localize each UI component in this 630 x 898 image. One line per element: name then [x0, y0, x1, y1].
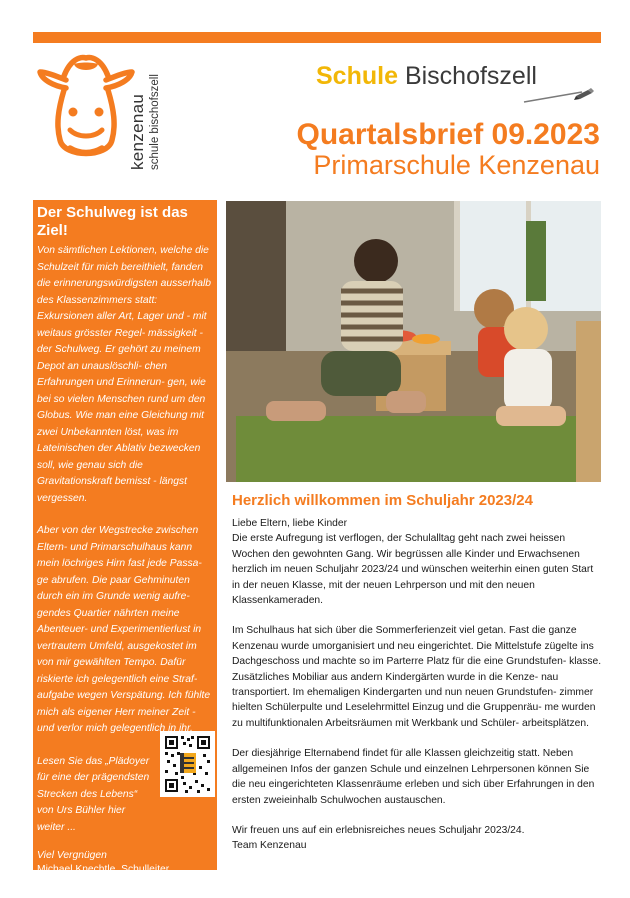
article-signoff: Team Kenzenau [232, 840, 307, 852]
brand-word-bischofszell: Bischofszell [404, 62, 537, 90]
sidebar-heading: Der Schulweg ist das Ziel! [37, 204, 188, 239]
logo-name: kenzenau [128, 93, 147, 170]
qr-code-icon[interactable] [160, 731, 215, 797]
top-accent-bar [33, 32, 601, 43]
logo-tagline: schule bischofszell [149, 74, 161, 170]
sidebar-paragraph-1: Von sämtlichen Lektionen, welche die Schulzeit für mich bereithielt, fanden die erinnerungswürdigsten ausserhalb des Klassenzimmers statt: Exkursionen aller Art, Lager und - mit weitaus grösster Regel- mässigkeit - der Schulweg. Er gehört zu meinem Depot an unauslöschli- chen Erfahrungen und Erinnerun- gen, wie bei so vielen Menschen rund um den Globus. Wie man eine Gleichung mit zwei Unbekannten löst, was im Lateinischen der Ablativ bezwecken soll, wie genau sich die Gravitationskraft bemisst - längst vergessen. [37, 245, 212, 504]
article-body [232, 516, 602, 854]
brand-word-schule: Schule [316, 62, 398, 90]
article-paragraph-3: Der diesjährige Elternabend findet für alle Klassen gleichzeitig statt. Neben allgemeinen Infos der ganzen Schule und einzelnen Lehrpersonen können Sie die neu eingerichteten Klassenräume erleben und sich über Erfahrungen in den ersten zweieinhalb Schulwochen austauschen. [232, 748, 595, 806]
sidebar-closing: Viel Vergnügen [37, 850, 107, 861]
article-paragraph-1: Die erste Aufregung ist verflogen, der Schulalltag geht nach zwei heissen Wochen den gewohnten Gang. Wir begrüssen alle Kinder und Erwachsenen herzlich im neuen Schuljahr 2023/24 und wünschen weiterhin einen guten Start in der neuen Klasse, mit der neuen Lehrperson und mit den neuen Klassenkameraden. [232, 533, 594, 607]
sidebar-column [33, 200, 217, 875]
school-brand [316, 62, 537, 91]
classroom-photo [226, 201, 601, 482]
logo-wordmark [128, 60, 174, 172]
pencil-icon [522, 88, 594, 104]
page-subtitle: Primarschule Kenzenau [313, 150, 600, 180]
article-greeting: Liebe Eltern, liebe Kinder [232, 518, 348, 529]
article-paragraph-2: Im Schulhaus hat sich über die Sommerferienzeit viel getan. Fast die ganze Kenzenau wurde umorganisiert und neu eingerichtet. Die Mittelstufe zügelte ins Dachgeschoss und machte so im Parterre Platz für die eine Grundstufen- klasse. Zusätzliches Mobiliar aus andern Kindergärten wurde in die Kenze- nau transportiert. Im ehemaligen Kindergarten und nun neuen Grundstufen- zimmer hielten Schülerpulte und Leselehrmittel Einzug und die Gruppenräu- me wurden zu multifunktionalen Arbeitsräumen mit Werkbank und Schüler- arbeitsplätzen. [232, 625, 602, 729]
cow-logo-icon [36, 50, 136, 168]
sidebar-read-more[interactable]: Lesen Sie das „Plädoyer für eine der prägendsten Strecken des Lebens“ von Urs Bühler hier weiter ... [37, 755, 150, 833]
page-title: Quartalsbrief 09.2023 [296, 118, 600, 151]
sidebar-paragraph-2: Aber von der Wegstrecke zwischen Eltern- und Primarschulhaus kann mein löchriges Hirn fast jede Passa- ge abrufen. Die paar Gehminuten durch ein im Grunde wenig aufre- gendes Quartier nährten meine Abenteuer- und Experimentierlust in vertrautem Umfeld, ausgekostet im von mir gewählten Tempo. Dafür riskierte ich gelegentlich eine Straf- aufgabe wegen Verspätung. Ich fühlte mich als eigener Herr meiner Zeit - und verlor mich gelegentlich in ihr. [37, 525, 211, 734]
article-heading: Herzlich willkommen im Schuljahr 2023/24 [232, 492, 533, 509]
article-paragraph-4: Wir freuen uns auf ein erlebnisreiches neues Schuljahr 2023/24. [232, 824, 525, 836]
sidebar-author: Michael Knechtle, Schulleiter [37, 864, 170, 875]
